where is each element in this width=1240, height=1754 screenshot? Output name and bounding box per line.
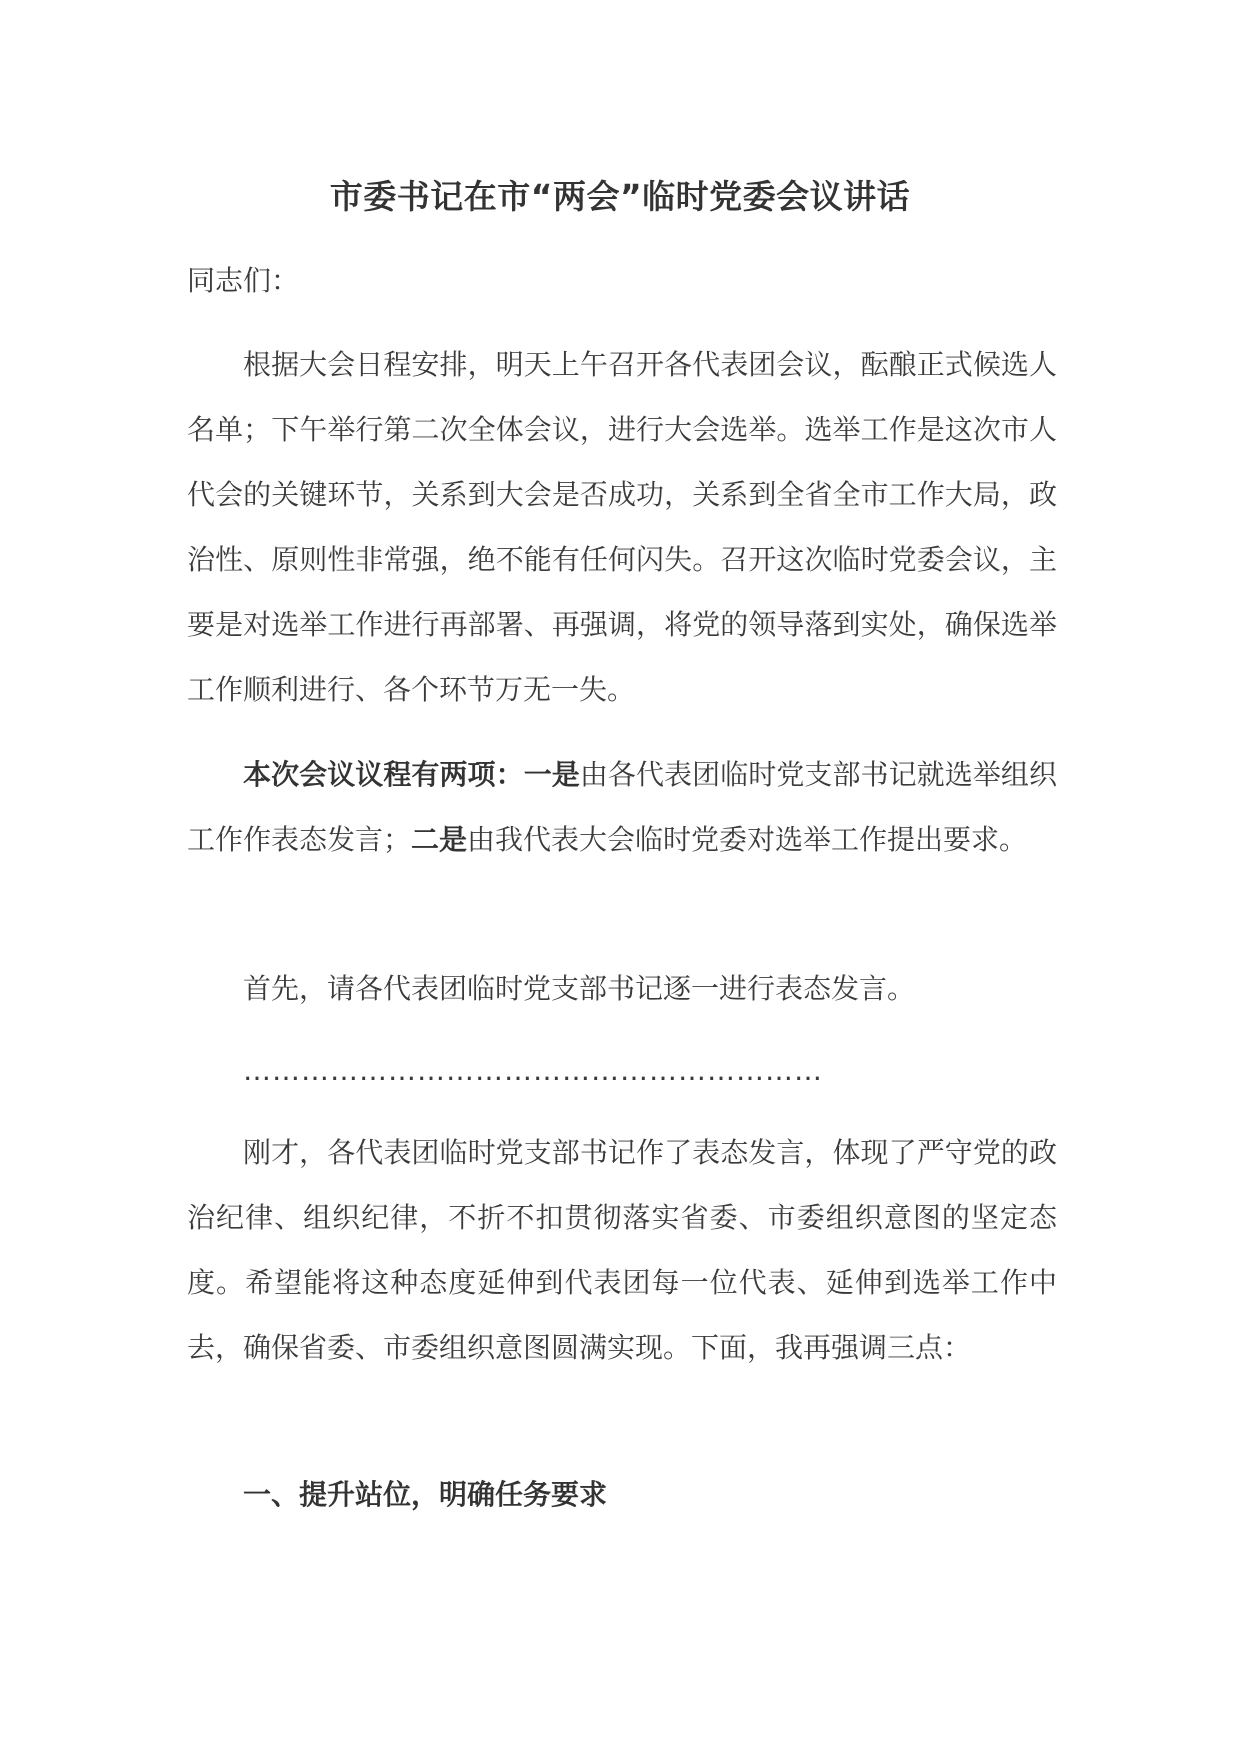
agenda-item2-label: 二是 — [411, 823, 468, 856]
paragraph-summary: 刚才，各代表团临时党支部书记作了表态发言，体现了严守党的政治纪律、组织纪律，不折不扣贯彻落实省委、市委组织意图的坚定态度。希望能将这种态度延伸到代表团每一位代表、延伸到选举工作中去，确保省委、市委组织意图圆满实现。下面，我再强调三点： — [187, 1136, 1057, 1364]
paragraph-schedule: 根据大会日程安排，明天上午召开各代表团会议，酝酿正式候选人名单；下午举行第二次全体会议，进行大会选举。选举工作是这次市人代会的关键环节，关系到大会是否成功，关系到全省全市工作大局，政治性、原则性非常强，绝不能有任何闪失。召开这次临时党委会议，主要是对选举工作进行再部署、再强调，将党的领导落到实处，确保选举工作顺利进行、各个环节万无一失。 — [187, 348, 1057, 706]
paragraph-agenda — [187, 742, 1057, 872]
document-title: 市委书记在市“两会”临时党委会议讲话 — [329, 177, 911, 216]
paragraph-first-speeches: 首先，请各代表团临时党支部书记逐一进行表态发言。 — [243, 972, 916, 1005]
agenda-item1-label: 一是 — [523, 758, 580, 791]
ellipsis-separator: …………………………………………………… — [243, 1054, 823, 1087]
agenda-item1-text: 由各代表团临时党支部书记就选举组织工作作表态发言； — [187, 758, 1057, 856]
agenda-item2-text: 由我代表大会临时党委对选举工作提出要求。 — [467, 823, 1028, 856]
section-heading-1: 一、提升站位，明确任务要求 — [243, 1478, 608, 1511]
agenda-lead: 本次会议议程有两项： — [243, 758, 524, 791]
salutation: 同志们： — [187, 264, 300, 297]
